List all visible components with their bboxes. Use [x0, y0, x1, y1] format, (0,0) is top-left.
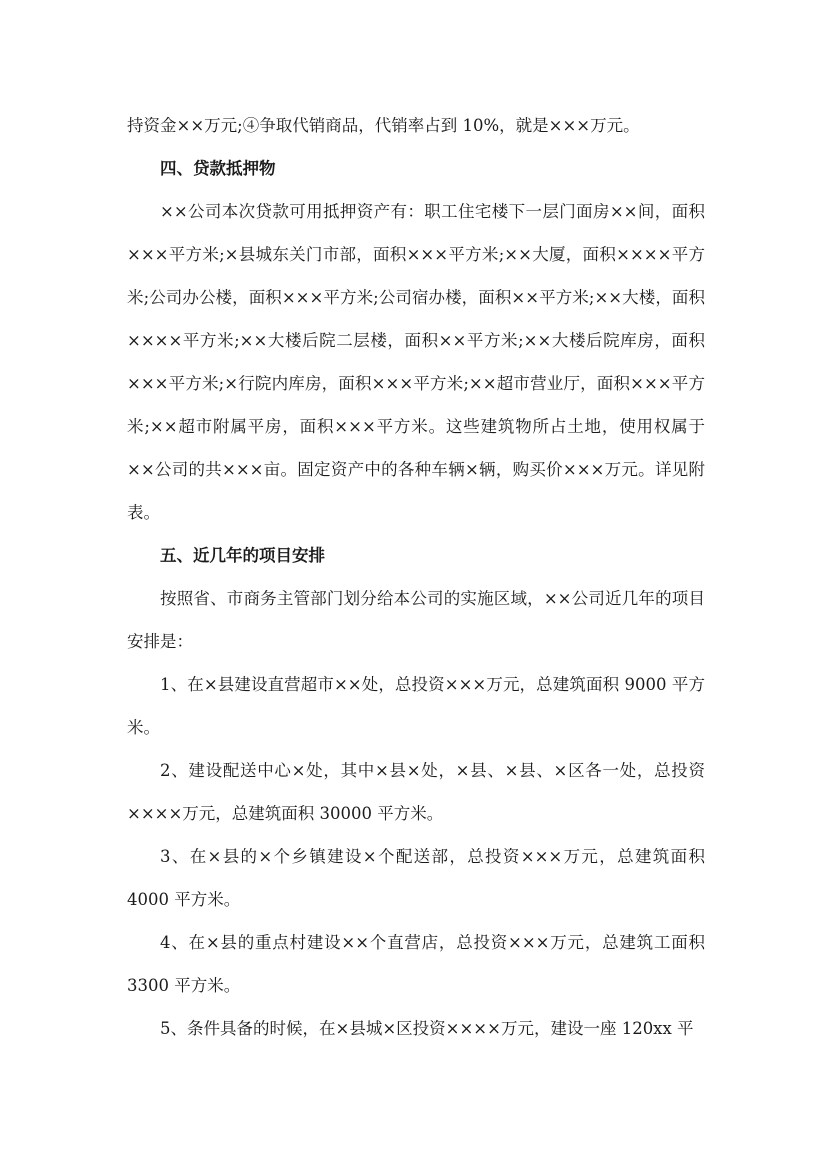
- paragraph-continuation: 持资金××万元;④争取代销商品，代销率占到 10%，就是×××万元。: [127, 116, 640, 135]
- paragraph-projects-intro: 按照省、市商务主管部门划分给本公司的实施区域，××公司近几年的项目安排是：: [127, 589, 705, 651]
- paragraph-collateral-assets: ××公司本次贷款可用抵押资产有：职工住宅楼下一层门面房××间，面积×××平方米;×县城东关门市部，面积×××平方米;××大厦，面积××××平方米;公司办公楼，面积×××平方米;公司宿办楼，面积××平方米;××大楼，面积××××平方米;××大楼后院二层楼，面积××平方米;××大楼后院库房，面积×××平方米;×行院内库房，面积×××平方米;××超市营业厅，面积×××平方米;××超市附属平房，面积×××平方米。这些建筑物所占土地，使用权属于××公司的共×××亩。固定资产中的各种车辆×辆，购买价×××万元。详见附表。: [127, 202, 705, 522]
- list-item-project-5: 5、条件具备的时候，在×县城×区投资××××万元，建设一座 120xx 平: [160, 1019, 694, 1038]
- list-item-project-1: 1、在×县建设直营超市××处，总投资×××万元，总建筑面积 9000 平方米。: [127, 675, 705, 737]
- document-body: [127, 104, 705, 1050]
- list-item-project-3: 3、在×县的×个乡镇建设×个配送部，总投资×××万元，总建筑面积 4000 平方米。: [127, 847, 705, 909]
- list-item-project-4: 4、在×县的重点村建设××个直营店，总投资×××万元，总建筑工面积 3300 平方米。: [127, 933, 705, 995]
- section-heading-projects: 五、近几年的项目安排: [160, 546, 325, 565]
- section-heading-collateral: 四、贷款抵押物: [160, 159, 276, 178]
- list-item-project-2: 2、建设配送中心×处，其中×县×处，×县、×县、×区各一处，总投资××××万元，总建筑面积 30000 平方米。: [127, 761, 705, 823]
